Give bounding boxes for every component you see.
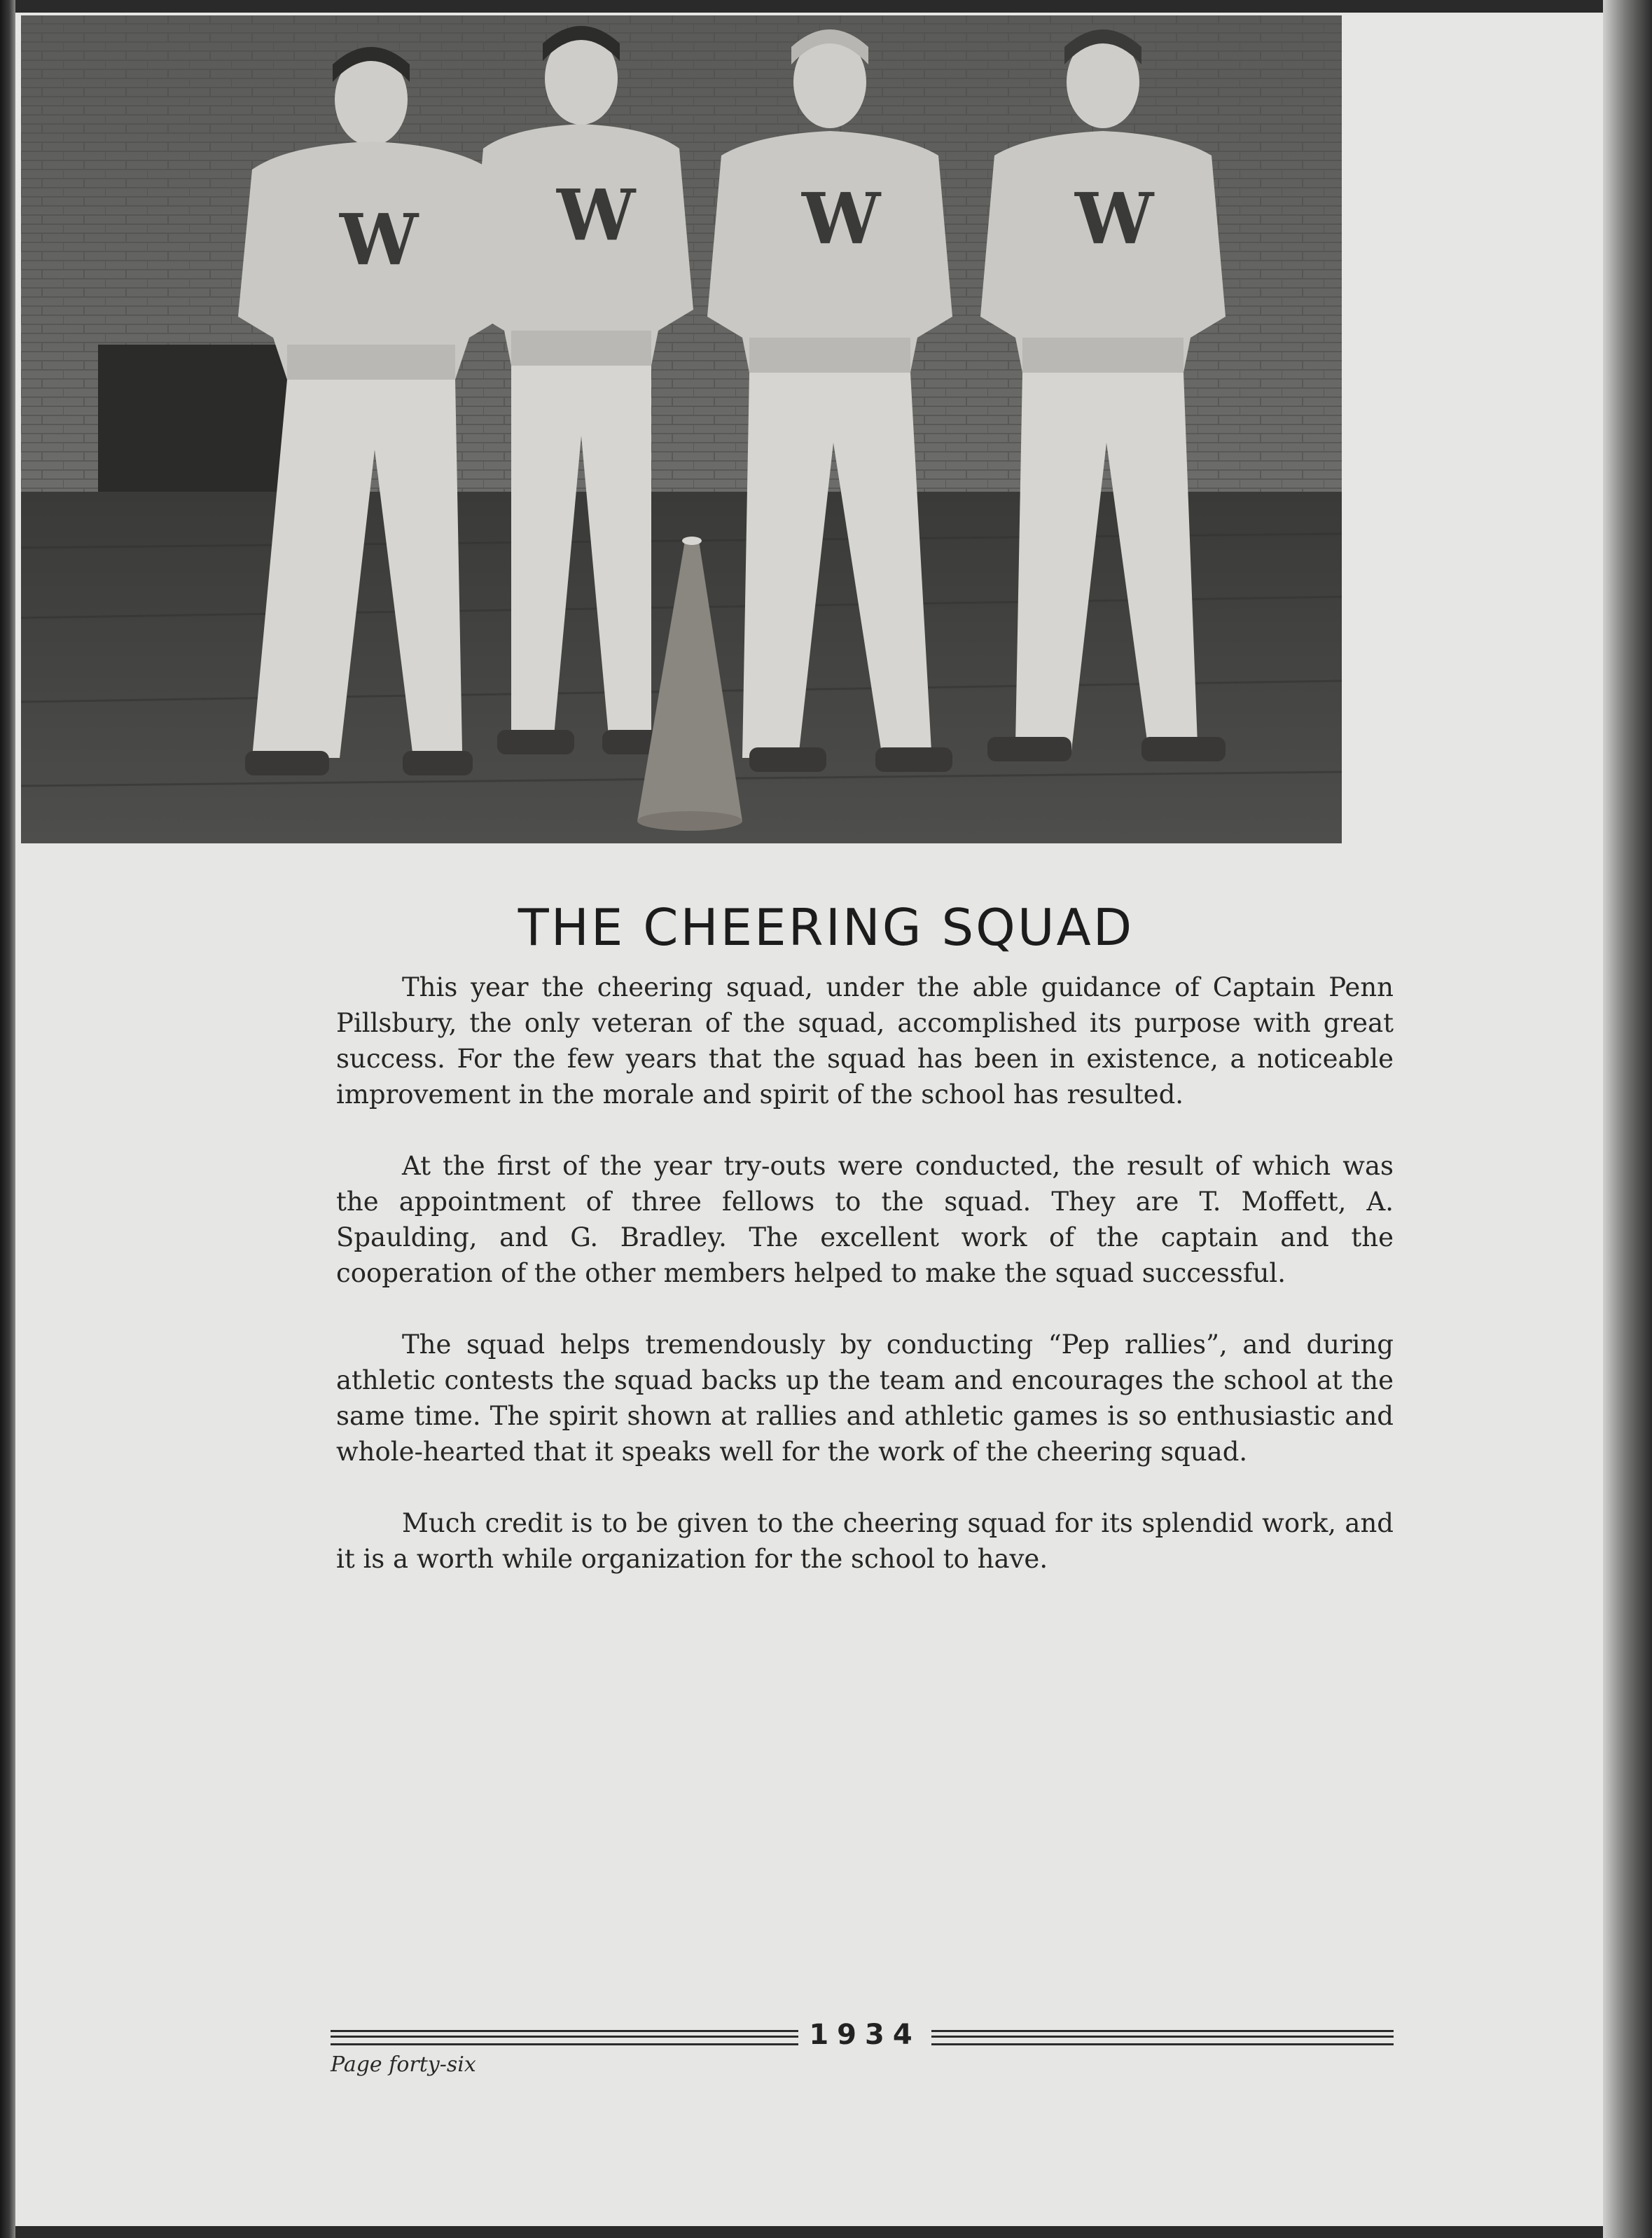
paragraph-2: At the first of the year try-outs were conducted, the result of which was the appointment of three fellows to the squad. They are T. Moffett, A. Spaulding, and G. Bradley. The excellent work of the captain and the cooperation of the other members helped to make the squad successful. <box>336 1151 1394 1288</box>
footer-year: 1934 <box>809 2019 921 2051</box>
sweater-letter-1: W <box>340 198 419 281</box>
sweater-letter-4: W <box>1075 177 1154 260</box>
article-body <box>336 969 1394 1612</box>
footer-rule-right <box>931 2030 1394 2045</box>
page-edge-shadow <box>1603 0 1652 2238</box>
cheering-squad-photo <box>21 15 1342 843</box>
page-title: THE CHEERING SQUAD <box>518 898 1134 957</box>
paragraph-1: This year the cheering squad, under the able guidance of Captain Penn Pillsbury, the only veteran of the squad, accomplished its purpose with great success. For the few years that the squad has been in existence, a noticeable improvement in the morale and spirit of the school has resulted. <box>336 972 1394 1110</box>
footer-rule-left <box>331 2030 798 2045</box>
binding-edge <box>0 0 15 2238</box>
paragraph-3: The squad helps tremendously by conducting “Pep rallies”, and during athletic contests the squad backs up the team and encourages the school at the same time. The spirit shown at rallies and athletic games is so enthusiastic and whole-hearted that it speaks well for the work of the cheering squad. <box>336 1329 1394 1467</box>
page-number: Page forty-six <box>331 2052 476 2077</box>
sweater-letter-2: W <box>557 174 636 256</box>
sweater-letter-3: W <box>802 177 881 260</box>
paragraph-4: Much credit is to be given to the cheering squad for its splendid work, and it is a worth while organization for the school to have. <box>336 1508 1394 1574</box>
